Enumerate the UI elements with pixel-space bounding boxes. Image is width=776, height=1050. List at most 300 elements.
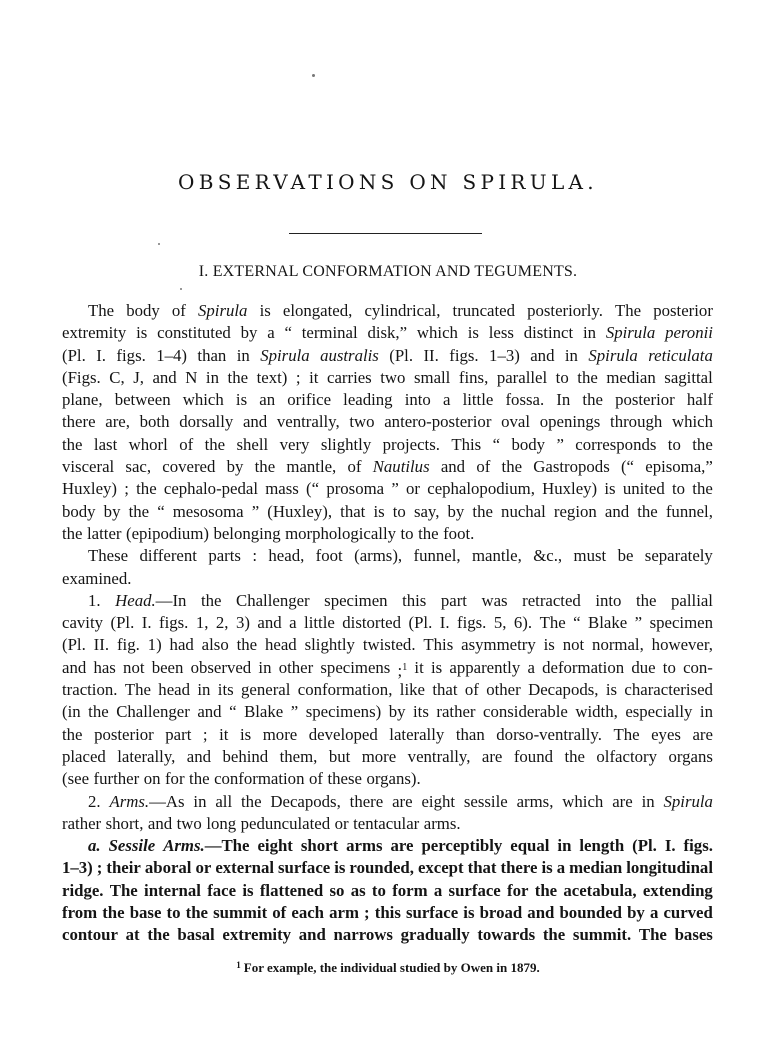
word-group <box>62 568 131 590</box>
word-group <box>291 902 324 924</box>
word-group <box>228 367 249 389</box>
word: rather <box>436 702 476 722</box>
word: especially <box>625 702 693 722</box>
word: ; <box>124 479 129 499</box>
word: other <box>486 680 521 700</box>
word-group <box>493 434 500 456</box>
word-group <box>278 857 330 879</box>
word: are <box>692 724 713 744</box>
word-group <box>389 701 406 723</box>
word-group <box>652 634 713 656</box>
word: ridge. <box>62 880 104 900</box>
word-group <box>653 300 713 322</box>
word-group <box>350 791 384 813</box>
word-group <box>206 813 236 835</box>
word-group <box>406 902 458 924</box>
word-group <box>483 701 568 723</box>
word-group <box>324 590 387 612</box>
word-group <box>414 501 439 523</box>
word: 6). <box>513 613 533 633</box>
word: developed <box>308 724 378 744</box>
word-group <box>542 478 597 500</box>
word-group <box>434 880 442 902</box>
word-group <box>110 612 134 634</box>
word-group <box>663 902 712 924</box>
page-title: OBSERVATIONS ON SPIRULA. <box>178 170 598 194</box>
word-group <box>279 657 313 679</box>
word-group <box>215 791 232 813</box>
word-group <box>334 857 345 879</box>
word-group <box>349 857 414 879</box>
word: and <box>298 925 326 945</box>
word: posterior <box>653 301 713 320</box>
word: base <box>129 903 162 923</box>
word: con- <box>683 657 713 677</box>
word: specimens) <box>305 702 382 722</box>
word-group <box>414 367 450 389</box>
word: (Pl. <box>408 613 433 633</box>
word: and <box>604 501 630 521</box>
word: the <box>542 925 566 945</box>
word: sac, <box>125 457 152 477</box>
word: (Pl. <box>110 613 135 633</box>
word-group <box>229 701 236 723</box>
word-group <box>596 746 657 768</box>
word-group <box>115 590 186 612</box>
word: than <box>197 345 227 365</box>
word-group <box>62 724 83 746</box>
word: the <box>501 457 523 477</box>
word: to <box>400 523 414 543</box>
word: in <box>699 702 713 722</box>
body-text <box>62 300 713 947</box>
word: is <box>136 323 148 343</box>
word-group <box>222 924 291 946</box>
word-group <box>93 657 115 679</box>
word: further <box>93 769 140 789</box>
word-group <box>152 657 184 679</box>
italic-word: Sessile <box>108 836 156 856</box>
word: of <box>476 457 491 477</box>
word-group <box>286 456 336 478</box>
word: The <box>638 925 667 945</box>
word: “ <box>284 323 292 343</box>
word-group <box>213 902 267 924</box>
italic-word: Spirula <box>663 791 713 811</box>
word: is <box>467 323 479 343</box>
word-group <box>236 612 250 634</box>
text-line <box>62 746 713 768</box>
word-group <box>343 389 392 411</box>
word-group <box>554 501 597 523</box>
word-group <box>472 545 522 567</box>
word: summit. <box>572 925 632 945</box>
word-group <box>380 367 405 389</box>
word: and <box>186 746 212 766</box>
word: (epipodium) <box>126 523 209 543</box>
word-group <box>241 791 262 813</box>
word: posterior <box>615 390 675 410</box>
word-group <box>671 590 713 612</box>
word: I. <box>439 613 450 633</box>
word: this <box>374 903 401 923</box>
word: The <box>88 301 115 320</box>
word-group <box>579 835 624 857</box>
word: Huxley) <box>542 479 598 499</box>
word: ” <box>556 434 564 454</box>
word: the <box>564 746 585 766</box>
word-group <box>400 679 425 701</box>
word: aboral <box>144 858 192 878</box>
word-group <box>197 345 226 367</box>
word-group <box>62 389 103 411</box>
word-group <box>645 545 713 567</box>
word: traction. <box>62 680 118 700</box>
word-group <box>562 791 603 813</box>
word-group <box>267 322 274 344</box>
word: which <box>182 390 224 410</box>
word-group <box>340 501 365 523</box>
word-group <box>62 345 86 367</box>
word-group <box>364 300 440 322</box>
word-group <box>193 791 206 813</box>
word-group <box>88 835 101 857</box>
word-group <box>414 657 423 679</box>
word-group <box>267 501 332 523</box>
word: is <box>430 657 443 677</box>
word-group <box>463 389 494 411</box>
word-group <box>96 345 106 367</box>
text-line <box>62 768 713 790</box>
word-group <box>449 657 520 679</box>
word: the <box>88 702 109 722</box>
word: a <box>289 613 297 633</box>
word-group <box>159 612 188 634</box>
word: due <box>631 657 656 677</box>
text-line <box>62 478 713 500</box>
word-group <box>216 612 229 634</box>
word-group <box>62 411 96 433</box>
word: sagittal <box>664 367 713 387</box>
word: extremity <box>222 925 292 945</box>
word-group <box>195 857 211 879</box>
word-group <box>623 478 665 500</box>
word-group <box>265 634 297 656</box>
word-group <box>148 634 162 656</box>
word-group <box>540 612 566 634</box>
word-group <box>535 880 557 902</box>
word: not <box>123 657 145 677</box>
word-group <box>413 701 429 723</box>
word: N <box>185 367 198 387</box>
word-group <box>577 367 598 389</box>
word-group <box>684 835 713 857</box>
word-group <box>507 880 528 902</box>
word-group <box>139 545 196 567</box>
word-group <box>145 857 192 879</box>
word-group <box>179 434 193 456</box>
word-group <box>110 880 138 902</box>
word: visceral <box>62 457 115 477</box>
word: is <box>259 301 271 320</box>
word: carries <box>327 367 372 387</box>
word-group <box>575 434 656 456</box>
word: region <box>553 501 597 521</box>
word-group <box>144 768 161 790</box>
word-group <box>320 657 390 679</box>
word-group <box>162 456 215 478</box>
word-group <box>486 679 520 701</box>
word-group <box>530 345 554 367</box>
word: covered <box>162 457 216 477</box>
word-group <box>668 434 681 456</box>
section-heading <box>0 263 776 281</box>
word: by <box>447 501 465 521</box>
word-group <box>418 523 439 545</box>
word-group <box>236 590 310 612</box>
footnote-marker: 1 <box>236 960 241 970</box>
word: cylindrical, <box>364 301 441 320</box>
word: arms, <box>516 791 554 811</box>
word-group <box>645 456 713 478</box>
word: of <box>464 680 479 700</box>
word: “ <box>573 613 581 633</box>
word: is <box>240 724 252 744</box>
word: pallial <box>671 590 713 610</box>
text-line <box>62 590 713 612</box>
word-group <box>299 924 326 946</box>
word: also <box>201 635 229 655</box>
word: a <box>649 903 659 923</box>
word: The <box>124 680 151 700</box>
word-group <box>321 434 371 456</box>
word-group <box>648 345 713 367</box>
word-group <box>277 411 340 433</box>
word: has <box>93 657 116 677</box>
italic-word: a. <box>88 836 101 856</box>
text-line <box>62 880 713 902</box>
word-group <box>88 545 128 567</box>
word-group <box>213 523 280 545</box>
word-group <box>384 411 491 433</box>
word: the <box>534 880 558 900</box>
word: the <box>577 367 598 387</box>
text-line <box>62 612 713 634</box>
word-group <box>94 434 117 456</box>
word-group <box>588 612 627 634</box>
word: ” <box>251 501 260 521</box>
word: mass <box>265 479 299 499</box>
word-group <box>401 924 470 946</box>
word-group <box>351 880 366 902</box>
word-group <box>62 701 81 723</box>
word-group <box>432 679 457 701</box>
word: is <box>541 858 553 878</box>
word: corresponds <box>575 434 657 454</box>
word: as <box>350 880 366 900</box>
word: their <box>106 858 141 878</box>
word: two <box>176 813 202 833</box>
word: the <box>204 434 226 454</box>
word-group <box>391 478 398 500</box>
word: 5, <box>493 613 507 633</box>
word: Huxley) <box>62 479 117 499</box>
word-group <box>196 612 209 634</box>
word-group <box>329 902 359 924</box>
word-group <box>164 478 258 500</box>
word-group <box>309 367 318 389</box>
word: specimen <box>324 590 388 610</box>
word-group <box>527 300 603 322</box>
word-group <box>106 813 144 835</box>
word-group <box>136 478 157 500</box>
word-group <box>643 880 713 902</box>
word: by <box>388 702 406 722</box>
word: by <box>226 457 244 477</box>
word-group <box>392 791 413 813</box>
word: these <box>327 769 362 789</box>
word: 1) <box>147 635 162 655</box>
word: (Huxley), <box>267 501 333 521</box>
word: shell <box>236 434 269 454</box>
word: 3) <box>235 613 250 633</box>
word: last <box>93 434 118 454</box>
word-group <box>177 924 214 946</box>
word: acetabula, <box>563 880 637 900</box>
word-group <box>363 634 416 656</box>
word-group <box>417 322 458 344</box>
word: (Pl. <box>62 635 86 655</box>
italic-word: Spirula <box>260 345 310 365</box>
word: length <box>579 836 625 856</box>
word-group <box>559 902 622 924</box>
word: are, <box>105 412 130 432</box>
word-group <box>62 902 97 924</box>
word-group <box>463 902 474 924</box>
word-group <box>342 612 401 634</box>
word: from <box>62 903 98 923</box>
word-group <box>329 746 350 768</box>
word-group <box>615 389 675 411</box>
word: cephalo-pedal <box>163 479 258 499</box>
word-group <box>565 345 578 367</box>
word: form <box>392 880 428 900</box>
word-group <box>265 478 299 500</box>
word-group <box>148 813 172 835</box>
word-group <box>664 367 712 389</box>
word: eight <box>421 791 456 811</box>
word-group <box>203 724 208 746</box>
word: surface <box>405 903 459 923</box>
word: considerable <box>483 702 568 722</box>
word-group <box>391 835 414 857</box>
word: (in <box>62 702 81 722</box>
word: part <box>440 590 467 610</box>
word: more <box>361 746 397 766</box>
word-group <box>185 367 197 389</box>
word: body <box>511 434 546 454</box>
word: contour <box>62 925 118 945</box>
word: 1, <box>195 613 209 633</box>
word-group <box>243 411 267 433</box>
word-group <box>464 791 508 813</box>
word-group <box>449 345 478 367</box>
word-group <box>242 880 253 902</box>
word: episoma,” <box>645 457 713 477</box>
word: a <box>527 657 535 677</box>
word: internal <box>144 880 201 900</box>
word-group <box>582 389 603 411</box>
word: fins, <box>458 367 489 387</box>
word-group <box>123 657 144 679</box>
word-group <box>408 612 432 634</box>
word-group <box>62 478 117 500</box>
word: conformation <box>214 769 305 789</box>
word-group <box>62 768 89 790</box>
word: to <box>662 657 676 677</box>
word-group <box>156 345 187 367</box>
word: retracted <box>522 590 581 610</box>
word: twisted. <box>362 635 416 655</box>
word-group <box>309 724 378 746</box>
word-group <box>465 679 479 701</box>
word-group <box>136 322 147 344</box>
word-group <box>489 345 520 367</box>
word-group <box>62 434 83 456</box>
word: II. <box>423 345 439 365</box>
word: the <box>472 501 493 521</box>
word: by <box>240 323 258 343</box>
word-group <box>183 389 224 411</box>
word: in <box>641 791 655 811</box>
italic-word: Nautilus <box>372 457 430 477</box>
word-group <box>298 679 393 701</box>
word: to <box>166 903 181 923</box>
word: —In <box>155 590 187 610</box>
word: short <box>300 836 339 856</box>
word-group <box>389 724 444 746</box>
word: broad <box>479 903 523 923</box>
word-group <box>280 434 310 456</box>
word-group <box>556 367 569 389</box>
word: two <box>380 367 406 387</box>
word-group <box>528 679 598 701</box>
word: perceptibly <box>421 836 503 856</box>
word: and <box>242 412 268 432</box>
word: half <box>686 390 713 410</box>
word-group <box>480 902 523 924</box>
word-group <box>215 857 274 879</box>
word-group <box>533 456 609 478</box>
word: in <box>564 345 578 365</box>
word-group <box>326 478 384 500</box>
word-group <box>436 701 475 723</box>
word: in <box>197 680 211 700</box>
word: is <box>235 390 248 410</box>
word: terminal <box>301 323 358 343</box>
word: the <box>62 523 83 543</box>
word-group <box>364 902 370 924</box>
word: head <box>265 635 297 655</box>
word: however, <box>651 635 713 655</box>
word: on <box>143 769 161 789</box>
word-group <box>627 902 645 924</box>
word: &c., <box>533 546 563 566</box>
word: of <box>308 769 323 789</box>
word: —The <box>204 836 250 856</box>
word: The <box>539 613 566 633</box>
word-group <box>573 612 580 634</box>
